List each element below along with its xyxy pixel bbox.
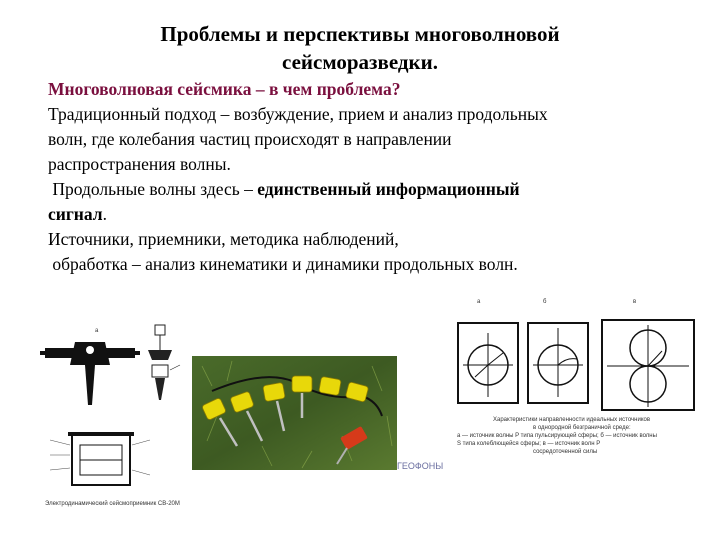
diagram-caption-line-3: а — источник волны P типа пульсирующей сферы; б — источник волны: [457, 433, 657, 439]
diagram-caption-line-1: Характеристики направленности идеальных источников: [493, 417, 651, 423]
paragraph-2-line-2: [48, 202, 668, 227]
title-line-2: сейсморазведки.: [282, 50, 438, 74]
p2-bold-2: сигнал: [48, 204, 103, 224]
left-fig-label: а: [95, 328, 99, 334]
paragraph-3: Источники, приемники, методика наблюдений,: [48, 229, 399, 249]
diagram-caption-line-5: сосредоточенной силы: [533, 449, 598, 455]
diagram-caption-line-4: S типа колеблющейся сферы; в — источник волн P: [457, 441, 601, 447]
p2-bold-1: единственный информационный: [257, 179, 520, 199]
p2-prefix: Продольные волны здесь –: [48, 179, 258, 199]
geophones-photo: [192, 356, 397, 470]
paragraph-1-line-2: волн, где колебания частиц происходят в направлении: [48, 129, 452, 149]
slide-title: [60, 20, 660, 76]
panel-c-label: в: [633, 299, 637, 305]
geophone-drawing: [40, 320, 190, 510]
question-heading: Многоволновая сейсмика – в чем проблема?: [48, 79, 401, 99]
paragraph-1-line-3: распространения волны.: [48, 154, 231, 174]
left-fig-caption: Электродинамический сейсмоприемник СВ-20М: [45, 501, 180, 507]
geophones-caption: ГЕОФОНЫ: [397, 461, 444, 471]
directivity-diagram: [455, 293, 700, 473]
paragraph-2-line-1: [48, 177, 668, 202]
slide-body: [48, 77, 668, 277]
diagram-caption-line-2: в однородной безграничной среде:: [533, 425, 631, 431]
paragraph-1-line-1: Традиционный подход – возбуждение, прием и анализ продольных: [48, 104, 548, 124]
panel-a-label: а: [477, 299, 481, 305]
p2-suffix: .: [102, 204, 107, 224]
paragraph-4: обработка – анализ кинематики и динамики продольных волн.: [48, 254, 518, 274]
panel-b-label: б: [543, 299, 547, 305]
title-line-1: Проблемы и перспективы многоволновой: [160, 22, 560, 46]
